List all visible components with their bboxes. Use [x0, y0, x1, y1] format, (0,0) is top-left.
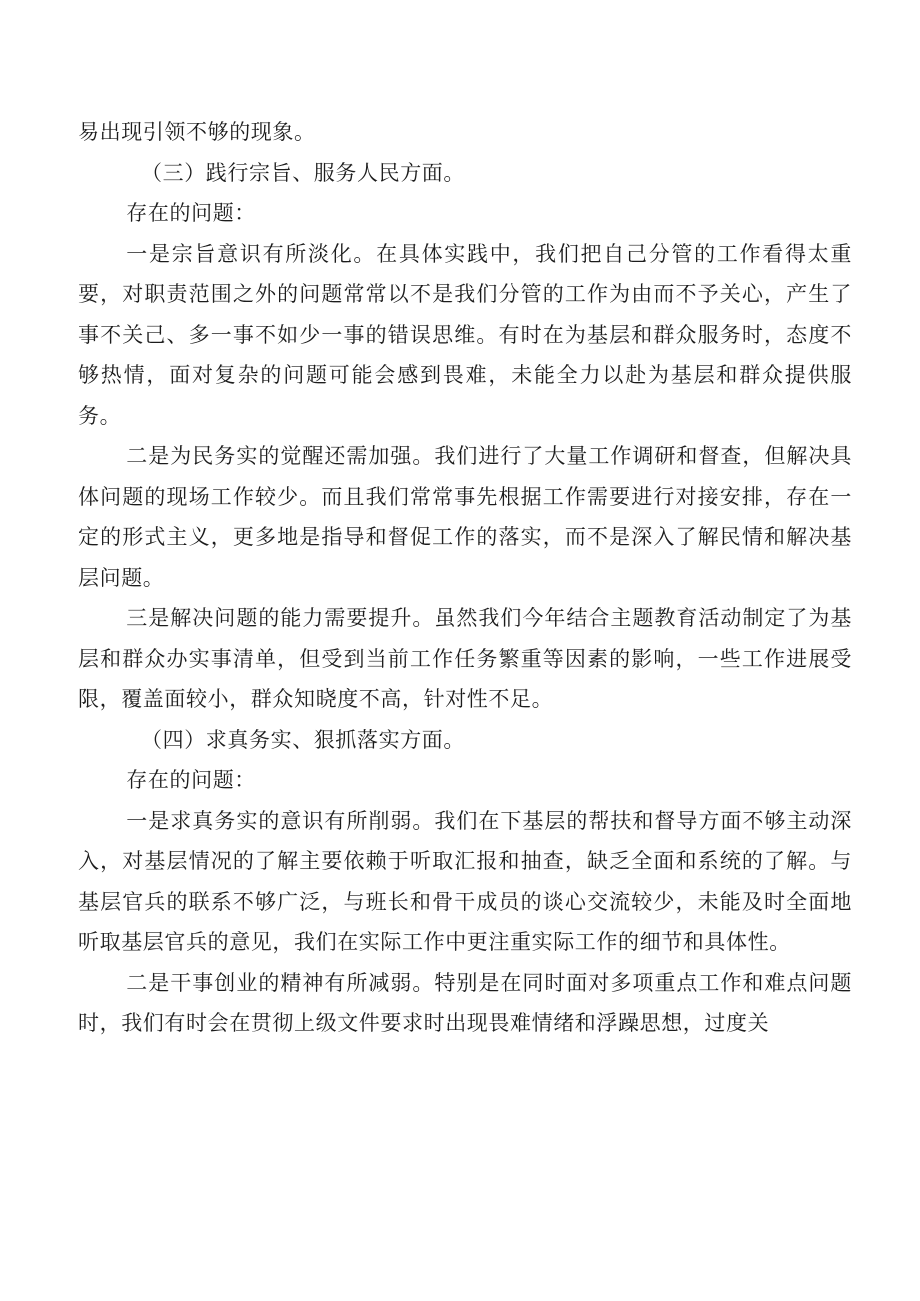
problems-label: 存在的问题：: [126, 768, 256, 792]
paragraph-continuation: 易出现引领不够的现象。: [78, 120, 316, 144]
paragraph-pragmatism: 一是求真务实的意识有所削弱。我们在下基层的帮扶和督导方面不够主动深入，对基层情况的了解主要依赖于听取汇报和抽查，缺乏全面和系统的了解。与基层官兵的联系不够广泛，与班长和骨干成员的谈心交流较少，未能及时全面地听取基层官兵的意见，我们在实际工作中更注重实际工作的细节和具体性。: [78, 808, 852, 954]
document-body: [78, 112, 852, 1044]
section-heading-three: （三）践行宗旨、服务人民方面。: [141, 160, 465, 185]
problems-label: 存在的问题：: [126, 201, 256, 225]
section-heading-four: （四）求真务实、狠抓落实方面。: [141, 727, 465, 752]
paragraph-practical-service: 二是为民务实的觉醒还需加强。我们进行了大量工作调研和督查，但解决具体问题的现场工作较少。而且我们常常事先根据工作需要进行对接安排，存在一定的形式主义，更多地是指导和督促工作的落实，而不是深入了解民情和解决基层问题。: [78, 444, 852, 590]
paragraph-purpose-awareness: 一是宗旨意识有所淡化。在具体实践中，我们把自己分管的工作看得太重要，对职责范围之外的问题常常以不是我们分管的工作为由而不予关心，产生了事不关己、多一事不如少一事的错误思维。有时在为基层和群众服务时，态度不够热情，面对复杂的问题可能会感到畏难，未能全力以赴为基层和群众提供服务。: [78, 241, 852, 428]
paragraph-entrepreneurial-spirit: 二是干事创业的精神有所减弱。特别是在同时面对多项重点工作和难点问题时，我们有时会在贯彻上级文件要求时出现畏难情绪和浮躁思想，过度关: [78, 970, 852, 1035]
paragraph-problem-solving: 三是解决问题的能力需要提升。虽然我们今年结合主题教育活动制定了为基层和群众办实事清单，但受到当前工作任务繁重等因素的影响，一些工作进展受限，覆盖面较小，群众知晓度不高，针对性不足。: [78, 606, 852, 711]
